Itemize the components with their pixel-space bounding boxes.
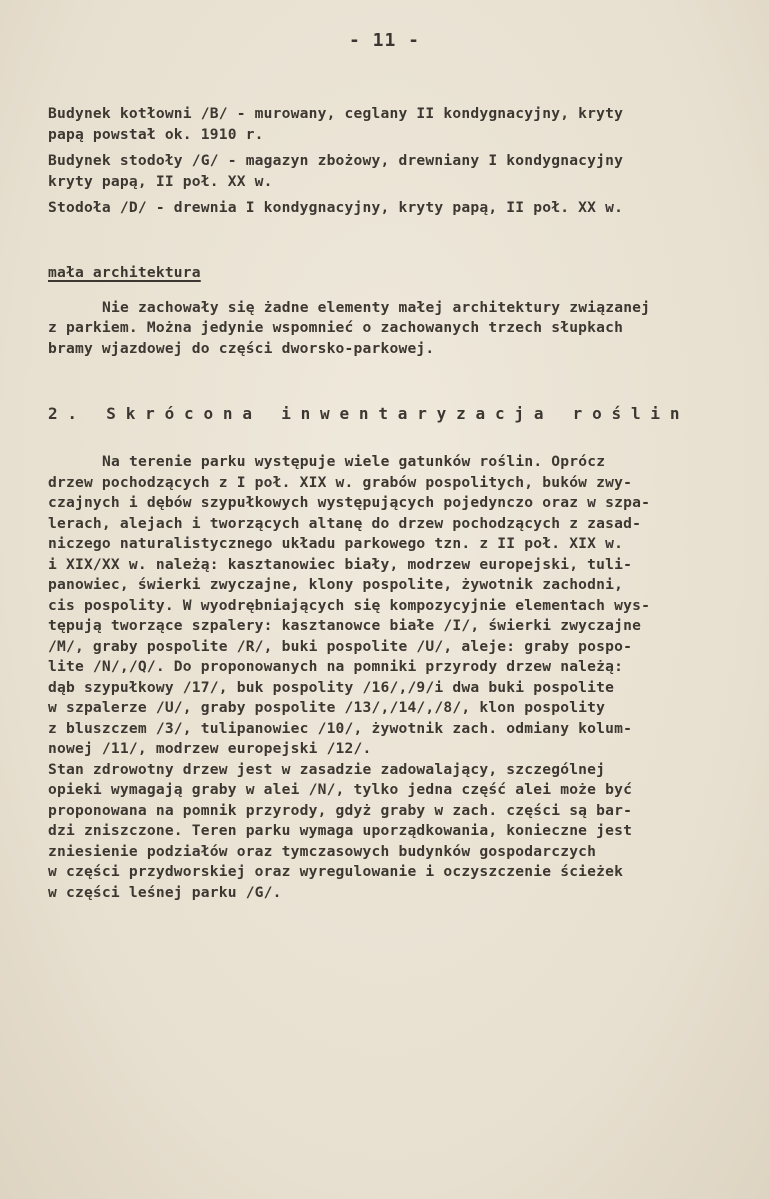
page-number: - 11 - bbox=[348, 30, 421, 51]
text-line: w szpalerze /U/, graby pospolite /13/,/14/,/8/, klon pospolity bbox=[48, 699, 606, 716]
text-line: tępują tworzące szpalery: kasztanowce białe /I/, świerki zwyczajne bbox=[48, 617, 642, 634]
text-line: i XIX/XX w. należą: kasztanowiec biały, modrzew europejski, tuli- bbox=[48, 555, 633, 573]
text-line: czajnych i dębów szypułkowych występujących pojedynczo oraz w szpa- bbox=[48, 494, 651, 511]
text-line: w części przydworskiej oraz wyregulowanie i oczyszczenie ścieżek bbox=[48, 863, 624, 880]
text-line: cis pospolity. W wyodrębniających się kompozycyjnie elementach wys- bbox=[48, 596, 651, 614]
text-line: opieki wymagają graby w alei /N/, tylko jedna część alei może być bbox=[48, 781, 633, 798]
small-architecture-section bbox=[48, 263, 748, 359]
text-line: Stan zdrowotny drzew jest w zasadzie zadowalający, szczególnej bbox=[48, 760, 606, 778]
text-line: panowiec, świerki zwyczajne, klony pospolite, żywotnik zachodni, bbox=[48, 576, 624, 593]
text-line: lerach, alejach i tworzących altanę do drzew pochodzących z zasad- bbox=[48, 514, 642, 532]
text-line: dzi zniszczone. Teren parku wymaga uporządkowania, konieczne jest bbox=[48, 822, 633, 839]
section2-heading-block bbox=[48, 404, 748, 425]
text-line: papą powstał ok. 1910 r. bbox=[48, 125, 264, 143]
text-line: dąb szypułkowy /17/, buk pospolity /16/,/9/i dwa buki pospolite bbox=[48, 678, 615, 696]
text-line: kryty papą, II poł. XX w. bbox=[48, 172, 273, 190]
text-line: proponowana na pomnik przyrody, gdyż graby w zach. części są bar- bbox=[48, 801, 633, 819]
section-heading: 2. Skrócona inwentaryzacja roślin bbox=[48, 404, 690, 423]
text-line: lite /N/,/Q/. Do proponowanych na pomniki przyrody drzew należą: bbox=[48, 658, 624, 675]
text-line: bramy wjazdowej do części dworsko-parkowej. bbox=[48, 339, 435, 357]
section-heading: mała architektura bbox=[48, 264, 201, 281]
section2-body bbox=[48, 452, 748, 903]
text-line: Nie zachowały się żadne elementy małej architektury związanej bbox=[102, 298, 651, 316]
text-line: Budynek kotłowni /B/ - murowany, ceglany II kondygnacyjny, kryty bbox=[48, 105, 624, 122]
text-line: Budynek stodoły /G/ - magazyn zbożowy, drewniany I kondygnacyjny bbox=[48, 152, 624, 169]
text-line: Na terenie parku występuje wiele gatunków roślin. Oprócz bbox=[102, 453, 606, 470]
text-line: niczego naturalistycznego układu parkowego tzn. z II poł. XIX w. bbox=[48, 535, 624, 552]
text-line: /M/, graby pospolite /R/, buki pospolite /U/, aleje: graby pospo- bbox=[48, 637, 633, 655]
text-line: z bluszczem /3/, tulipanowiec /10/, żywotnik zach. odmiany kolum- bbox=[48, 719, 633, 737]
text-line: zniesienie podziałów oraz tymczasowych budynków gospodarczych bbox=[48, 842, 597, 860]
text-line: w części leśnej parku /G/. bbox=[48, 883, 282, 901]
text-line: z parkiem. Można jedynie wspomnieć o zachowanych trzech słupkach bbox=[48, 319, 624, 336]
text-line: nowej /11/, modrzew europejski /12/. bbox=[48, 740, 372, 757]
buildings-paragraph bbox=[48, 104, 748, 219]
text-line: drzew pochodzących z I poł. XIX w. grabów pospolitych, buków zwy- bbox=[48, 473, 633, 491]
text-line: Stodoła /D/ - drewnia I kondygnacyjny, kryty papą, II poł. XX w. bbox=[48, 199, 624, 216]
